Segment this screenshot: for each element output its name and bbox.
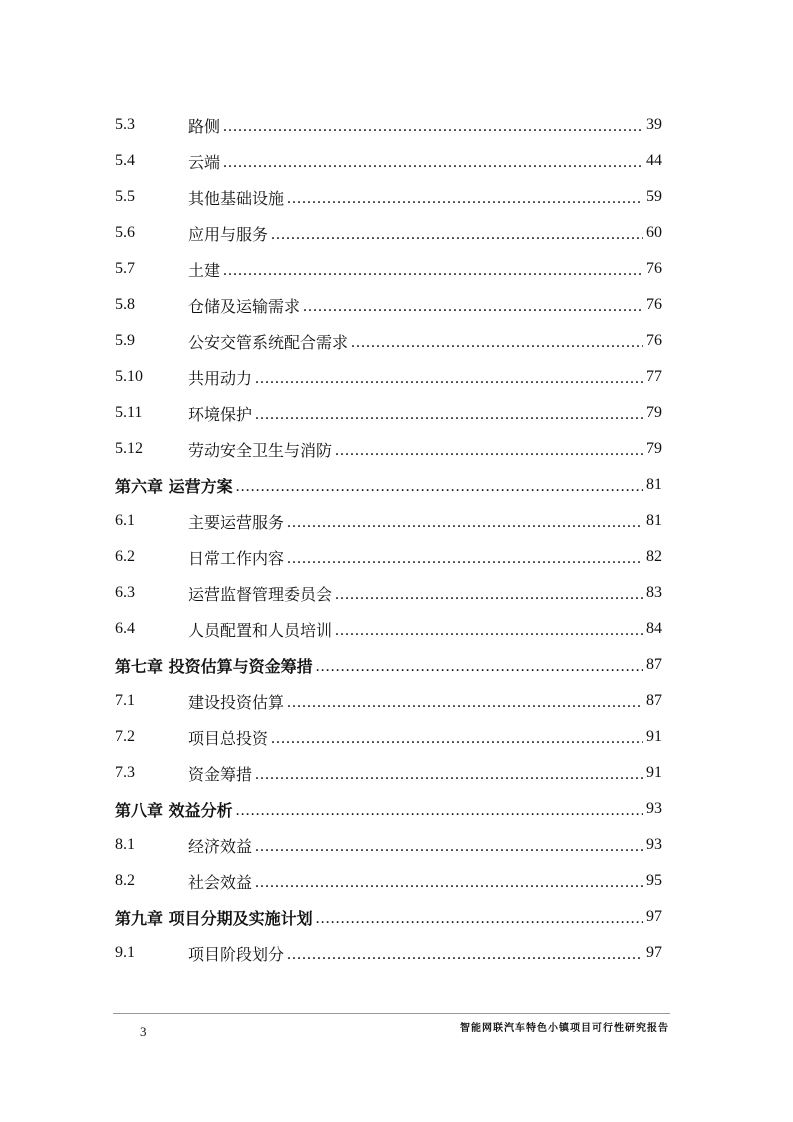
toc-title: 人员配置和人员培训 xyxy=(188,620,333,640)
toc-number: 5.10 xyxy=(115,368,143,385)
toc-chapter-title: 第六章 运营方案 xyxy=(115,476,233,496)
toc-number: 7.3 xyxy=(115,764,135,781)
footer-divider xyxy=(113,1013,670,1014)
toc-entry-9-1[interactable] xyxy=(115,935,662,971)
toc-number: 5.7 xyxy=(115,260,135,277)
toc-number: 5.5 xyxy=(115,188,135,205)
toc-title: 路侧 xyxy=(188,116,221,136)
toc-leader xyxy=(335,586,643,604)
toc-page: 79 xyxy=(646,440,662,457)
toc-entry-5-3[interactable] xyxy=(115,107,662,143)
toc-number: 6.2 xyxy=(115,548,135,565)
toc-title: 运营监督管理委员会 xyxy=(188,584,333,604)
toc-page: 81 xyxy=(646,512,662,529)
toc-entry-8-2[interactable] xyxy=(115,863,662,899)
toc-page: 87 xyxy=(646,692,662,709)
toc-title: 共用动力 xyxy=(188,368,253,388)
footer-document-title: 智能网联汽车特色小镇项目可行性研究报告 xyxy=(460,1023,669,1034)
toc-title: 云端 xyxy=(188,152,221,172)
toc-leader xyxy=(316,910,643,928)
toc-leader xyxy=(236,802,643,820)
toc-entry-5-9[interactable] xyxy=(115,323,662,359)
toc-page: 76 xyxy=(646,296,662,313)
toc-title: 应用与服务 xyxy=(188,224,269,244)
toc-entry-6-1[interactable] xyxy=(115,503,662,539)
toc-leader xyxy=(223,118,643,136)
toc-entry-7-1[interactable] xyxy=(115,683,662,719)
toc-title: 日常工作内容 xyxy=(188,548,285,568)
toc-entry-5-8[interactable] xyxy=(115,287,662,323)
toc-title: 经济效益 xyxy=(188,836,253,856)
toc-page: 81 xyxy=(646,476,662,493)
toc-page: 97 xyxy=(646,944,662,961)
toc-title: 公安交管系统配合需求 xyxy=(188,332,349,352)
toc-leader xyxy=(271,730,643,748)
toc-entry-5-4[interactable] xyxy=(115,143,662,179)
toc-chapter-7[interactable] xyxy=(115,647,662,683)
toc-page: 60 xyxy=(646,224,662,241)
toc-chapter-title: 第九章 项目分期及实施计划 xyxy=(115,908,313,928)
toc-page: 83 xyxy=(646,584,662,601)
toc-leader xyxy=(303,298,643,316)
toc-entry-5-11[interactable] xyxy=(115,395,662,431)
toc-page: 95 xyxy=(646,872,662,889)
toc-title: 项目阶段划分 xyxy=(188,944,285,964)
toc-entry-6-3[interactable] xyxy=(115,575,662,611)
toc-entry-5-7[interactable] xyxy=(115,251,662,287)
toc-entry-8-1[interactable] xyxy=(115,827,662,863)
toc-leader xyxy=(287,694,643,712)
table-of-contents xyxy=(115,107,662,971)
toc-leader xyxy=(335,442,643,460)
toc-number: 5.11 xyxy=(115,404,143,421)
toc-number: 7.1 xyxy=(115,692,135,709)
toc-number: 5.8 xyxy=(115,296,135,313)
toc-title: 土建 xyxy=(188,260,221,280)
toc-page: 97 xyxy=(646,908,662,925)
toc-entry-7-2[interactable] xyxy=(115,719,662,755)
toc-page: 39 xyxy=(646,116,662,133)
toc-page: 59 xyxy=(646,188,662,205)
toc-leader xyxy=(255,874,643,892)
toc-page: 76 xyxy=(646,332,662,349)
toc-title: 劳动安全卫生与消防 xyxy=(188,440,333,460)
toc-leader xyxy=(316,658,643,676)
toc-page: 77 xyxy=(646,368,662,385)
toc-page: 79 xyxy=(646,404,662,421)
toc-title: 资金筹措 xyxy=(188,764,253,784)
toc-leader xyxy=(255,766,643,784)
toc-entry-5-5[interactable] xyxy=(115,179,662,215)
toc-chapter-6[interactable] xyxy=(115,467,662,503)
toc-number: 5.4 xyxy=(115,152,135,169)
toc-entry-5-6[interactable] xyxy=(115,215,662,251)
toc-leader xyxy=(223,154,643,172)
toc-page: 76 xyxy=(646,260,662,277)
toc-title: 项目总投资 xyxy=(188,728,269,748)
toc-page: 91 xyxy=(646,728,662,745)
toc-leader xyxy=(271,226,643,244)
toc-leader xyxy=(351,334,643,352)
toc-title: 仓储及运输需求 xyxy=(188,296,301,316)
toc-number: 5.6 xyxy=(115,224,135,241)
toc-leader xyxy=(255,406,643,424)
toc-number: 6.4 xyxy=(115,620,135,637)
toc-entry-5-10[interactable] xyxy=(115,359,662,395)
toc-title: 建设投资估算 xyxy=(188,692,285,712)
toc-entry-6-2[interactable] xyxy=(115,539,662,575)
toc-entry-5-12[interactable] xyxy=(115,431,662,467)
toc-page: 44 xyxy=(646,152,662,169)
toc-number: 7.2 xyxy=(115,728,135,745)
toc-leader xyxy=(255,838,643,856)
footer-page-number: 3 xyxy=(140,1024,147,1039)
toc-chapter-9[interactable] xyxy=(115,899,662,935)
toc-chapter-title: 第八章 效益分析 xyxy=(115,800,233,820)
toc-number: 6.1 xyxy=(115,512,135,529)
toc-leader xyxy=(335,622,643,640)
toc-leader xyxy=(287,550,643,568)
toc-leader xyxy=(287,946,643,964)
toc-number: 6.3 xyxy=(115,584,135,601)
toc-number: 8.1 xyxy=(115,836,135,853)
toc-page: 93 xyxy=(646,836,662,853)
toc-number: 5.9 xyxy=(115,332,135,349)
toc-chapter-title: 第七章 投资估算与资金筹措 xyxy=(115,656,313,676)
toc-leader xyxy=(287,190,643,208)
toc-chapter-8[interactable] xyxy=(115,791,662,827)
toc-number: 5.3 xyxy=(115,116,135,133)
toc-page: 84 xyxy=(646,620,662,637)
toc-page: 91 xyxy=(646,764,662,781)
toc-entry-7-3[interactable] xyxy=(115,755,662,791)
toc-title: 环境保护 xyxy=(188,404,253,424)
toc-page: 87 xyxy=(646,656,662,673)
toc-leader xyxy=(255,370,643,388)
toc-number: 8.2 xyxy=(115,872,135,889)
toc-title: 主要运营服务 xyxy=(188,512,285,532)
toc-title: 其他基础设施 xyxy=(188,188,285,208)
toc-leader xyxy=(223,262,643,280)
toc-page: 82 xyxy=(646,548,662,565)
toc-title: 社会效益 xyxy=(188,872,253,892)
toc-leader xyxy=(287,514,643,532)
toc-number: 9.1 xyxy=(115,944,135,961)
toc-leader xyxy=(236,478,643,496)
toc-number: 5.12 xyxy=(115,440,143,457)
toc-page: 93 xyxy=(646,800,662,817)
toc-entry-6-4[interactable] xyxy=(115,611,662,647)
